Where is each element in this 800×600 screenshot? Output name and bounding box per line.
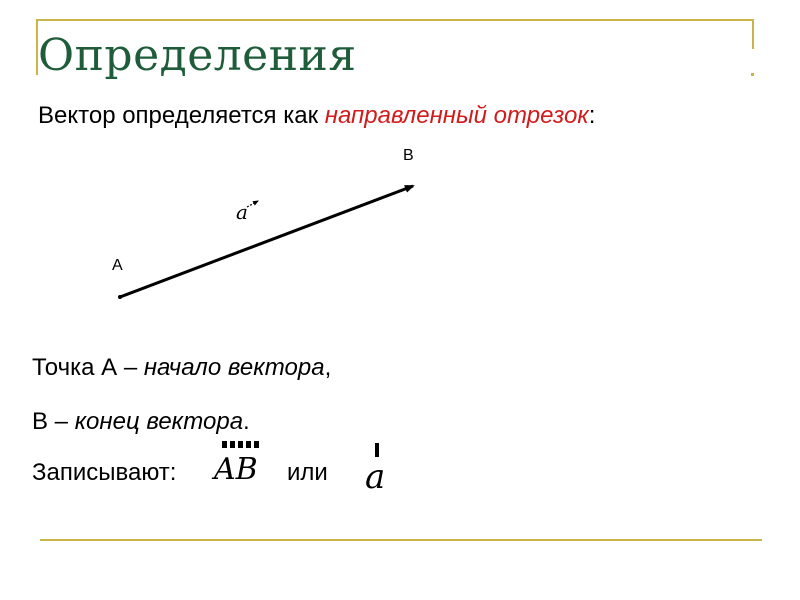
notation-label: Записывают: (32, 459, 177, 486)
start-emphasis: начало вектора (143, 354, 325, 381)
point-a-label: A (112, 257, 123, 274)
vector-a-small-arrow (247, 201, 258, 207)
vector-ab-arrow (120, 186, 413, 297)
point-a-dot (118, 295, 122, 299)
vector-a-overline (375, 443, 379, 457)
vector-ab-notation (214, 438, 274, 498)
vector-ab-overline (222, 438, 264, 448)
end-point-text (32, 408, 250, 436)
point-b-label: B (403, 147, 414, 164)
vector-a-symbol: a (365, 457, 386, 497)
vector-a-notation (365, 443, 401, 499)
end-suffix: . (243, 408, 250, 435)
or-word: или (287, 459, 328, 486)
start-suffix: , (324, 354, 332, 381)
start-prefix: Точка А – (32, 354, 144, 381)
end-emphasis: конец вектора (74, 408, 244, 435)
vector-a-label: a (236, 200, 248, 224)
definition-highlight: направленный отрезок (324, 102, 589, 129)
vector-ab-symbol: AB (214, 452, 258, 487)
end-prefix: В – (32, 408, 75, 435)
slide-title: Определения (38, 30, 357, 81)
definition-suffix: : (588, 102, 596, 129)
start-point-text (32, 354, 331, 382)
definition-prefix: Вектор определяется как (38, 102, 325, 129)
bottom-divider (40, 539, 762, 541)
